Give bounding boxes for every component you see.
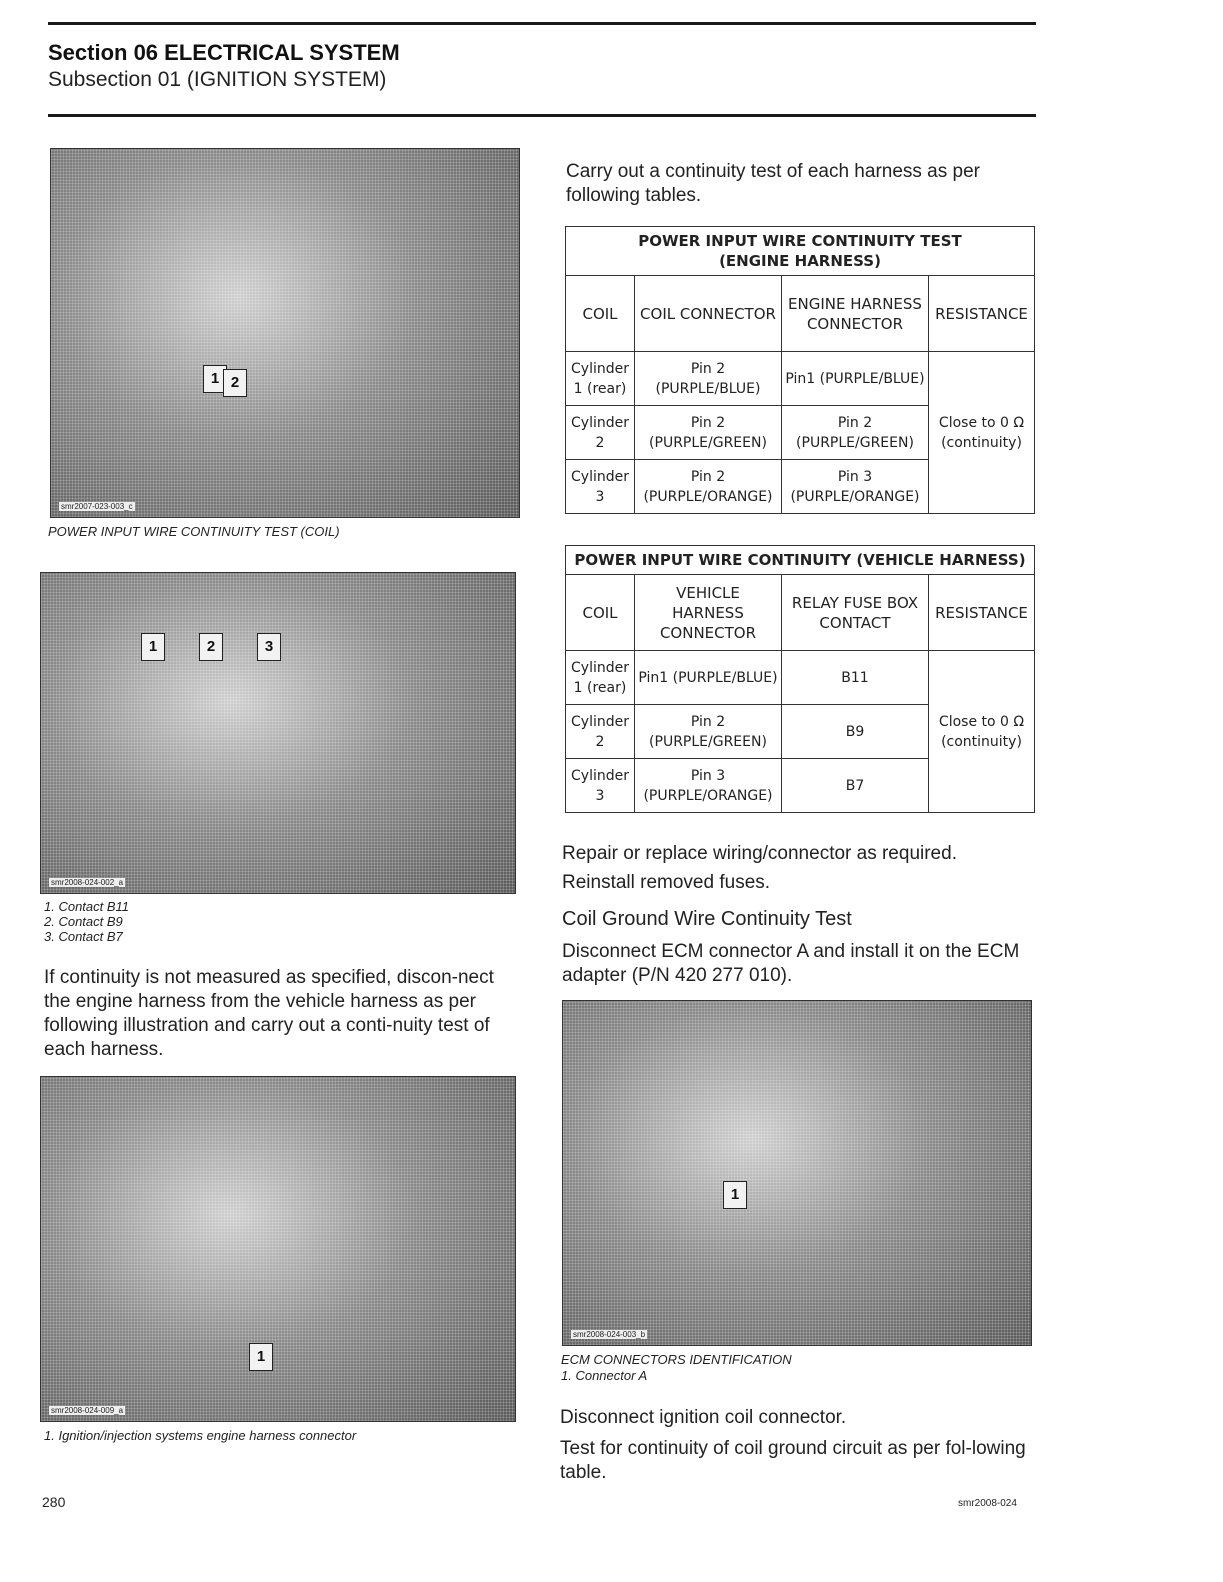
paragraph-reinstall: Reinstall removed fuses. (562, 872, 771, 893)
column-header: COIL (566, 276, 635, 352)
cell-coil-connector: Pin 2 (PURPLE/GREEN) (635, 406, 782, 460)
cell-coil-connector: Pin 2 (PURPLE/ORANGE) (635, 460, 782, 514)
callout-1: 1 (723, 1181, 747, 1209)
table-title: POWER INPUT WIRE CONTINUITY (VEHICLE HARNESS) (566, 546, 1035, 575)
column-header: VEHICLE HARNESS CONNECTOR (635, 575, 782, 651)
figure-caption: ECM CONNECTORS IDENTIFICATION (561, 1352, 792, 1367)
figure-legend (44, 899, 129, 944)
table-title: POWER INPUT WIRE CONTINUITY TEST (ENGINE HARNESS) (566, 227, 1035, 276)
document-reference: smr2008-024 (958, 1498, 1017, 1509)
column-header: RESISTANCE (929, 575, 1035, 651)
figure-ref: smr2008-024-003_b (573, 1330, 646, 1339)
callout-1: 1 (249, 1343, 273, 1371)
callout-2: 2 (223, 369, 247, 397)
legend-item: 1. Contact B11 (44, 899, 130, 914)
cell-harness-connector: Pin1 (PURPLE/BLUE) (782, 352, 929, 406)
paragraph-disconnect-coil: Disconnect ignition coil connector. (560, 1407, 847, 1428)
cell-vehicle-connector: Pin 3 (PURPLE/ORANGE) (635, 759, 782, 813)
cell-coil: Cylinder 3 (566, 759, 635, 813)
figure-legend: 1. Ignition/injection systems engine harness connector (44, 1428, 357, 1443)
paragraph-disconnect-ecm: Disconnect ECM connector A and install it on the ECM adapter (P/N 420 277 010). (562, 941, 1020, 986)
cell-coil: Cylinder 2 (566, 705, 635, 759)
section-title: Section 06 ELECTRICAL SYSTEM (48, 40, 400, 65)
cell-coil: Cylinder 3 (566, 460, 635, 514)
column-header: RESISTANCE (929, 276, 1035, 352)
column-header: COIL CONNECTOR (635, 276, 782, 352)
page-number: 280 (42, 1494, 66, 1510)
cell-resistance: Close to 0 Ω (continuity) (929, 651, 1035, 813)
cell-resistance: Close to 0 Ω (continuity) (929, 352, 1035, 514)
vehicle-harness-table (565, 545, 1035, 813)
paragraph-repair: Repair or replace wiring/connector as required. (562, 843, 957, 864)
figure-ref: smr2007-023-003_c (61, 502, 133, 511)
engine-harness-table (565, 226, 1035, 514)
cell-fuse-contact: B7 (782, 759, 929, 813)
callout-1: 1 (141, 633, 165, 661)
figure-fuse-box-photo (40, 572, 516, 894)
paragraph-test-ground: Test for continuity of coil ground circuit as per fol-lowing table. (560, 1438, 1026, 1483)
subsection-title: Subsection 01 (IGNITION SYSTEM) (48, 68, 387, 91)
figure-ecm-connectors-photo (562, 1000, 1032, 1346)
cell-coil-connector: Pin 2 (PURPLE/BLUE) (635, 352, 782, 406)
column-header: COIL (566, 575, 635, 651)
cell-coil: Cylinder 2 (566, 406, 635, 460)
cell-fuse-contact: B11 (782, 651, 929, 705)
cell-vehicle-connector: Pin1 (PURPLE/BLUE) (635, 651, 782, 705)
callout-2: 2 (199, 633, 223, 661)
cell-harness-connector: Pin 3 (PURPLE/ORANGE) (782, 460, 929, 514)
cell-vehicle-connector: Pin 2 (PURPLE/GREEN) (635, 705, 782, 759)
figure-ref: smr2008-024-002_a (51, 878, 124, 887)
callout-3: 3 (257, 633, 281, 661)
figure-legend: 1. Connector A (561, 1368, 648, 1383)
legend-item: 2. Contact B9 (44, 914, 123, 929)
column-header: RELAY FUSE BOX CONTACT (782, 575, 929, 651)
header-rule (48, 114, 1036, 117)
callout-1: 1 (203, 365, 227, 393)
paragraph-disconnect-harness: If continuity is not measured as specified, discon-nect the engine harness from the vehicle harness as per following illustration and carry out a conti-nuity test of each harness. (44, 967, 494, 1060)
legend-item: 3. Contact B7 (44, 929, 123, 944)
top-rule (48, 22, 1036, 25)
cell-coil: Cylinder 1 (rear) (566, 651, 635, 705)
figure-coil-test-photo (50, 148, 520, 518)
figure-harness-connector-photo (40, 1076, 516, 1422)
figure-caption: POWER INPUT WIRE CONTINUITY TEST (COIL) (48, 524, 340, 539)
paragraph-intro: Carry out a continuity test of each harness as per following tables. (566, 161, 980, 206)
cell-harness-connector: Pin 2 (PURPLE/GREEN) (782, 406, 929, 460)
column-header: ENGINE HARNESS CONNECTOR (782, 276, 929, 352)
cell-fuse-contact: B9 (782, 705, 929, 759)
heading-coil-ground-test: Coil Ground Wire Continuity Test (562, 908, 852, 930)
figure-ref: smr2008-024-009_a (51, 1406, 124, 1415)
cell-coil: Cylinder 1 (rear) (566, 352, 635, 406)
